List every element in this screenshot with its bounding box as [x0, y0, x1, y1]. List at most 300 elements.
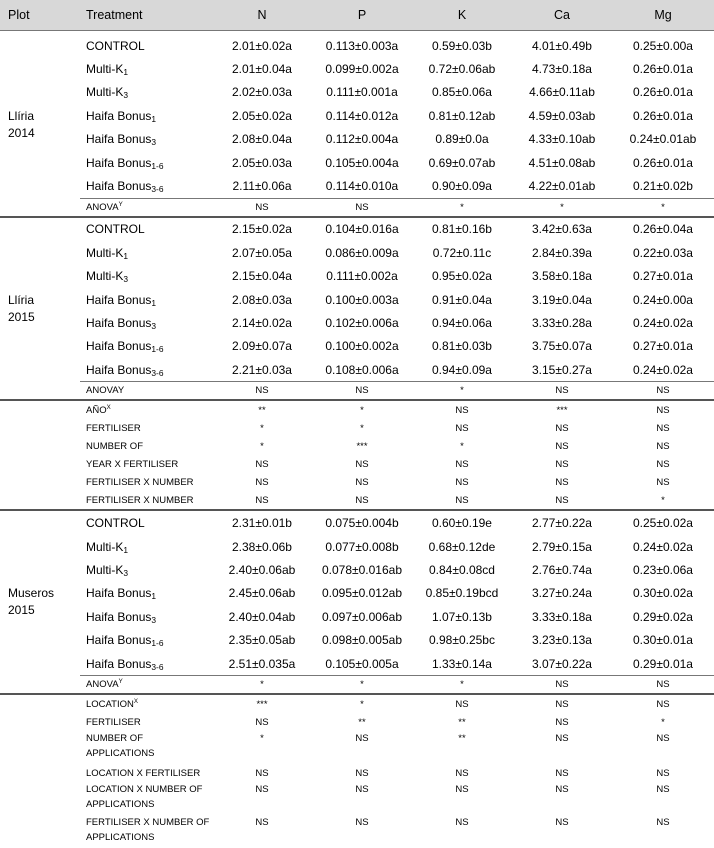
table-row [0, 335, 714, 358]
treatment-label: CONTROL [86, 516, 145, 530]
value-mg: NS [612, 694, 714, 713]
treatment-label: NUMBER OF APPLICATIONS [86, 733, 154, 759]
value-mg: 0.24±0.02a [612, 311, 714, 334]
value-ca: NS [512, 419, 612, 437]
table-row [0, 358, 714, 382]
header-treatment: Treatment [80, 0, 212, 31]
value-n: 2.01±0.04a [212, 57, 312, 80]
value-mg: NS [612, 455, 714, 473]
treatment-superscript: Y [119, 678, 123, 685]
value-ca: 2.84±0.39a [512, 241, 612, 264]
value-k: 0.72±0.11c [412, 241, 512, 264]
treatment-cell [80, 582, 212, 605]
value-n: NS [212, 713, 312, 731]
treatment-label: Multi-K [86, 540, 123, 554]
table-row [0, 265, 714, 288]
value-mg: NS [612, 473, 714, 491]
value-mg: 0.27±0.01a [612, 265, 714, 288]
value-ca: NS [512, 437, 612, 455]
treatment-label: Multi-K [86, 85, 123, 99]
value-n: 2.08±0.04a [212, 128, 312, 151]
table-row [0, 311, 714, 334]
value-mg: 0.29±0.01a [612, 652, 714, 676]
value-n: 2.21±0.03a [212, 358, 312, 382]
value-ca: 3.27±0.24a [512, 582, 612, 605]
value-p: 0.100±0.003a [312, 288, 412, 311]
table-row [0, 217, 714, 241]
treatment-subscript: 1 [151, 591, 156, 601]
table-row [0, 652, 714, 676]
treatment-label: Haifa Bonus [86, 633, 151, 647]
value-k: * [412, 198, 512, 217]
value-k: 0.85±0.06a [412, 81, 512, 104]
treatment-label: Haifa Bonus [86, 179, 151, 193]
value-mg: NS [612, 782, 714, 815]
treatment-cell [80, 455, 212, 473]
value-ca: 4.73±0.18a [512, 57, 612, 80]
treatment-subscript: 3 [123, 274, 128, 284]
treatment-label: LOCATION X FERTILISER [86, 768, 200, 779]
value-mg: NS [612, 437, 714, 455]
treatment-label: LOCATION X NUMBER OF APPLICATIONS [86, 784, 202, 810]
treatment-cell [80, 473, 212, 491]
value-n: * [212, 731, 312, 764]
treatment-cell [80, 265, 212, 288]
value-p: 0.104±0.016a [312, 217, 412, 241]
value-n: 2.35±0.05ab [212, 628, 312, 651]
table-row [0, 81, 714, 104]
value-p: NS [312, 491, 412, 510]
treatment-label: ANOVA [86, 202, 119, 213]
treatment-label: Haifa Bonus [86, 109, 151, 123]
value-mg: 0.25±0.00a [612, 31, 714, 58]
value-k: 0.81±0.12ab [412, 104, 512, 127]
value-mg: 0.22±0.03a [612, 241, 714, 264]
value-mg: NS [612, 764, 714, 782]
value-k: ** [412, 713, 512, 731]
treatment-label: FERTILISER [86, 717, 141, 728]
value-k: 0.90±0.09a [412, 174, 512, 198]
value-ca: 2.77±0.22a [512, 510, 612, 534]
value-mg: 0.26±0.01a [612, 81, 714, 104]
table-row [0, 713, 714, 731]
value-mg: 0.30±0.01a [612, 628, 714, 651]
value-n: * [212, 676, 312, 695]
table-row [0, 198, 714, 217]
plot-year: 2015 [8, 310, 35, 324]
treatment-cell [80, 57, 212, 80]
treatment-cell [80, 151, 212, 174]
table-row [0, 473, 714, 491]
value-ca: 3.75±0.07a [512, 335, 612, 358]
treatment-label: Haifa Bonus [86, 293, 151, 307]
value-ca: * [512, 198, 612, 217]
value-p: 0.077±0.008b [312, 535, 412, 558]
value-mg: 0.24±0.02a [612, 535, 714, 558]
header-k: K [412, 0, 512, 31]
treatment-cell [80, 652, 212, 676]
value-k: ** [412, 731, 512, 764]
value-k: NS [412, 419, 512, 437]
table-row [0, 694, 714, 713]
value-n: 2.51±0.035a [212, 652, 312, 676]
header-n: N [212, 0, 312, 31]
value-ca: NS [512, 676, 612, 695]
value-ca: 4.01±0.49b [512, 31, 612, 58]
value-n: 2.01±0.02a [212, 31, 312, 58]
treatment-label: AÑO [86, 405, 107, 416]
treatment-cell [80, 605, 212, 628]
value-ca: 4.22±0.01ab [512, 174, 612, 198]
table-row [0, 628, 714, 651]
value-ca: 3.42±0.63a [512, 217, 612, 241]
value-n: 2.40±0.04ab [212, 605, 312, 628]
value-mg: 0.24±0.01ab [612, 128, 714, 151]
table-body [0, 31, 714, 848]
header-row [0, 0, 714, 31]
value-p: NS [312, 764, 412, 782]
value-n: 2.38±0.06b [212, 535, 312, 558]
value-k: NS [412, 764, 512, 782]
value-n: 2.15±0.02a [212, 217, 312, 241]
value-mg: 0.26±0.01a [612, 104, 714, 127]
value-p: 0.114±0.010a [312, 174, 412, 198]
value-k: 0.84±0.08cd [412, 558, 512, 581]
value-n: 2.14±0.02a [212, 311, 312, 334]
treatment-label: FERTILISER X NUMBER [86, 495, 194, 506]
treatment-subscript: 1 [151, 298, 156, 308]
value-n: * [212, 419, 312, 437]
value-mg: NS [612, 382, 714, 401]
header-p: P [312, 0, 412, 31]
value-n: NS [212, 782, 312, 815]
treatment-label: Haifa Bonus [86, 316, 151, 330]
value-n: 2.07±0.05a [212, 241, 312, 264]
treatment-label: Haifa Bonus [86, 339, 151, 353]
table-row [0, 128, 714, 151]
value-p: 0.111±0.001a [312, 81, 412, 104]
value-p: NS [312, 731, 412, 764]
header-mg: Mg [612, 0, 714, 31]
treatment-label: FERTILISER X NUMBER [86, 477, 194, 488]
value-n: 2.40±0.06ab [212, 558, 312, 581]
value-n: 2.09±0.07a [212, 335, 312, 358]
treatment-subscript: 3-6 [151, 184, 163, 194]
treatment-label: FERTILISER X NUMBER OF APPLICATIONS [86, 817, 209, 843]
table-row [0, 57, 714, 80]
value-ca: NS [512, 491, 612, 510]
treatment-subscript: 1-6 [151, 344, 163, 354]
value-ca: NS [512, 713, 612, 731]
treatment-label: CONTROL [86, 39, 145, 53]
value-mg: 0.27±0.01a [612, 335, 714, 358]
value-k: 0.69±0.07ab [412, 151, 512, 174]
value-k: 0.60±0.19e [412, 510, 512, 534]
value-mg: 0.26±0.04a [612, 217, 714, 241]
treatment-cell [80, 510, 212, 534]
value-k: 0.94±0.09a [412, 358, 512, 382]
treatment-label: LOCATION [86, 699, 134, 710]
table-row [0, 491, 714, 510]
treatment-cell [80, 198, 212, 217]
treatment-superscript: Y [119, 201, 123, 208]
value-p: NS [312, 382, 412, 401]
value-k: NS [412, 455, 512, 473]
value-n: NS [212, 491, 312, 510]
value-mg: NS [612, 731, 714, 764]
treatment-subscript: 3-6 [151, 662, 163, 672]
table-row [0, 605, 714, 628]
value-k: * [412, 437, 512, 455]
value-n: 2.02±0.03a [212, 81, 312, 104]
header-ca: Ca [512, 0, 612, 31]
value-p: 0.114±0.012a [312, 104, 412, 127]
value-ca: 2.79±0.15a [512, 535, 612, 558]
value-n: 2.05±0.03a [212, 151, 312, 174]
treatment-cell [80, 81, 212, 104]
value-ca: 3.33±0.18a [512, 605, 612, 628]
treatment-cell [80, 676, 212, 695]
table-row [0, 174, 714, 198]
value-p: 0.095±0.012ab [312, 582, 412, 605]
plot-cell-empty [0, 694, 80, 848]
treatment-cell [80, 731, 212, 764]
table-row [0, 535, 714, 558]
plot-year: 2014 [8, 126, 35, 140]
treatment-cell [80, 694, 212, 713]
plot-year: 2015 [8, 603, 35, 617]
value-n: 2.08±0.03a [212, 288, 312, 311]
value-k: NS [412, 473, 512, 491]
value-p: 0.105±0.004a [312, 151, 412, 174]
treatment-subscript: 1 [123, 67, 128, 77]
treatment-cell [80, 311, 212, 334]
plot-name: Museros [8, 586, 54, 600]
treatment-label: Multi-K [86, 246, 123, 260]
treatment-label: Multi-K [86, 563, 123, 577]
value-k: * [412, 382, 512, 401]
treatment-cell [80, 491, 212, 510]
value-p: NS [312, 782, 412, 815]
plot-cell [0, 31, 80, 217]
value-n: 2.31±0.01b [212, 510, 312, 534]
plot-cell-empty [0, 400, 80, 510]
treatment-subscript: 3 [151, 137, 156, 147]
treatment-cell [80, 628, 212, 651]
treatment-cell [80, 558, 212, 581]
treatment-subscript: 1 [123, 545, 128, 555]
value-p: 0.075±0.004b [312, 510, 412, 534]
value-mg: 0.24±0.00a [612, 288, 714, 311]
table-row [0, 676, 714, 695]
treatment-label: FERTILISER [86, 423, 141, 434]
table-row [0, 731, 714, 764]
header-plot: Plot [0, 0, 80, 31]
table-row [0, 815, 714, 848]
value-k: 0.81±0.03b [412, 335, 512, 358]
treatment-superscript: X [107, 404, 111, 411]
value-p: * [312, 400, 412, 419]
plot-cell [0, 510, 80, 694]
value-n: NS [212, 198, 312, 217]
value-n: NS [212, 455, 312, 473]
value-p: NS [312, 473, 412, 491]
table-row [0, 419, 714, 437]
value-p: NS [312, 455, 412, 473]
value-p: * [312, 694, 412, 713]
value-k: 0.94±0.06a [412, 311, 512, 334]
value-n: NS [212, 382, 312, 401]
treatment-label: ANOVAY [86, 385, 124, 396]
treatment-label: NUMBER OF [86, 441, 143, 452]
treatment-label: ANOVA [86, 679, 119, 690]
value-k: 0.98±0.25bc [412, 628, 512, 651]
table-row [0, 151, 714, 174]
value-n: 2.15±0.04a [212, 265, 312, 288]
value-k: 0.89±0.0a [412, 128, 512, 151]
table-row [0, 455, 714, 473]
plot-name: Llíria [8, 109, 34, 123]
table-row [0, 437, 714, 455]
value-mg: NS [612, 400, 714, 419]
value-p: 0.086±0.009a [312, 241, 412, 264]
treatment-label: Haifa Bonus [86, 363, 151, 377]
treatment-cell [80, 400, 212, 419]
treatment-label: Haifa Bonus [86, 132, 151, 146]
value-p: 0.100±0.002a [312, 335, 412, 358]
value-k: 0.59±0.03b [412, 31, 512, 58]
treatment-subscript: 1-6 [151, 161, 163, 171]
value-p: 0.099±0.002a [312, 57, 412, 80]
value-ca: 3.23±0.13a [512, 628, 612, 651]
value-k: NS [412, 782, 512, 815]
value-p: 0.113±0.003a [312, 31, 412, 58]
treatment-cell [80, 358, 212, 382]
treatment-subscript: 3 [123, 90, 128, 100]
treatment-cell [80, 241, 212, 264]
value-mg: NS [612, 815, 714, 848]
treatment-cell [80, 217, 212, 241]
value-ca: NS [512, 382, 612, 401]
treatment-subscript: 1 [151, 114, 156, 124]
value-ca: 4.33±0.10ab [512, 128, 612, 151]
value-p: ** [312, 713, 412, 731]
value-ca: 3.33±0.28a [512, 311, 612, 334]
value-k: 0.95±0.02a [412, 265, 512, 288]
value-k: NS [412, 694, 512, 713]
value-mg: 0.26±0.01a [612, 151, 714, 174]
table-row [0, 764, 714, 782]
value-k: 1.07±0.13b [412, 605, 512, 628]
value-ca: 4.66±0.11ab [512, 81, 612, 104]
value-mg: 0.30±0.02a [612, 582, 714, 605]
table-row [0, 382, 714, 401]
value-ca: NS [512, 694, 612, 713]
treatment-subscript: 1-6 [151, 638, 163, 648]
value-p: 0.078±0.016ab [312, 558, 412, 581]
value-p: * [312, 676, 412, 695]
value-p: *** [312, 437, 412, 455]
value-p: 0.102±0.006a [312, 311, 412, 334]
table-row [0, 288, 714, 311]
treatment-cell [80, 128, 212, 151]
value-n: NS [212, 473, 312, 491]
value-k: 0.68±0.12de [412, 535, 512, 558]
treatment-superscript: X [134, 698, 138, 705]
treatment-cell [80, 764, 212, 782]
value-ca: 3.07±0.22a [512, 652, 612, 676]
value-p: 0.098±0.005ab [312, 628, 412, 651]
value-mg: 0.26±0.01a [612, 57, 714, 80]
treatment-cell [80, 782, 212, 815]
value-ca: 4.51±0.08ab [512, 151, 612, 174]
plot-name: Llíria [8, 293, 34, 307]
value-mg: 0.21±0.02b [612, 174, 714, 198]
value-ca: 3.15±0.27a [512, 358, 612, 382]
plot-cell [0, 217, 80, 401]
value-n: 2.05±0.02a [212, 104, 312, 127]
treatment-label: Haifa Bonus [86, 610, 151, 624]
table-row [0, 104, 714, 127]
value-mg: * [612, 198, 714, 217]
treatment-cell [80, 437, 212, 455]
treatment-label: Multi-K [86, 62, 123, 76]
value-ca: 3.58±0.18a [512, 265, 612, 288]
value-k: 0.72±0.06ab [412, 57, 512, 80]
value-ca: NS [512, 455, 612, 473]
value-p: 0.097±0.006ab [312, 605, 412, 628]
value-p: NS [312, 815, 412, 848]
table-row [0, 782, 714, 815]
value-k: NS [412, 400, 512, 419]
treatment-label: Haifa Bonus [86, 156, 151, 170]
treatment-cell [80, 713, 212, 731]
treatment-cell [80, 288, 212, 311]
treatment-label: YEAR X FERTILISER [86, 459, 178, 470]
table-row [0, 582, 714, 605]
treatment-subscript: 1 [123, 251, 128, 261]
treatment-cell [80, 382, 212, 401]
value-p: 0.111±0.002a [312, 265, 412, 288]
value-mg: 0.23±0.06a [612, 558, 714, 581]
value-k: 1.33±0.14a [412, 652, 512, 676]
table-row [0, 558, 714, 581]
value-n: ** [212, 400, 312, 419]
value-n: *** [212, 694, 312, 713]
value-n: NS [212, 815, 312, 848]
value-ca: NS [512, 782, 612, 815]
treatment-cell [80, 419, 212, 437]
value-p: NS [312, 198, 412, 217]
value-ca: NS [512, 764, 612, 782]
value-ca: 3.19±0.04a [512, 288, 612, 311]
treatment-label: Haifa Bonus [86, 657, 151, 671]
treatment-label: Multi-K [86, 269, 123, 283]
value-mg: 0.24±0.02a [612, 358, 714, 382]
value-ca: NS [512, 473, 612, 491]
value-n: 2.11±0.06a [212, 174, 312, 198]
value-k: 0.91±0.04a [412, 288, 512, 311]
value-mg: NS [612, 676, 714, 695]
treatment-cell [80, 815, 212, 848]
table-row [0, 31, 714, 58]
value-n: 2.45±0.06ab [212, 582, 312, 605]
value-mg: 0.29±0.02a [612, 605, 714, 628]
value-n: * [212, 437, 312, 455]
value-k: * [412, 676, 512, 695]
table-row [0, 510, 714, 534]
treatment-cell [80, 104, 212, 127]
